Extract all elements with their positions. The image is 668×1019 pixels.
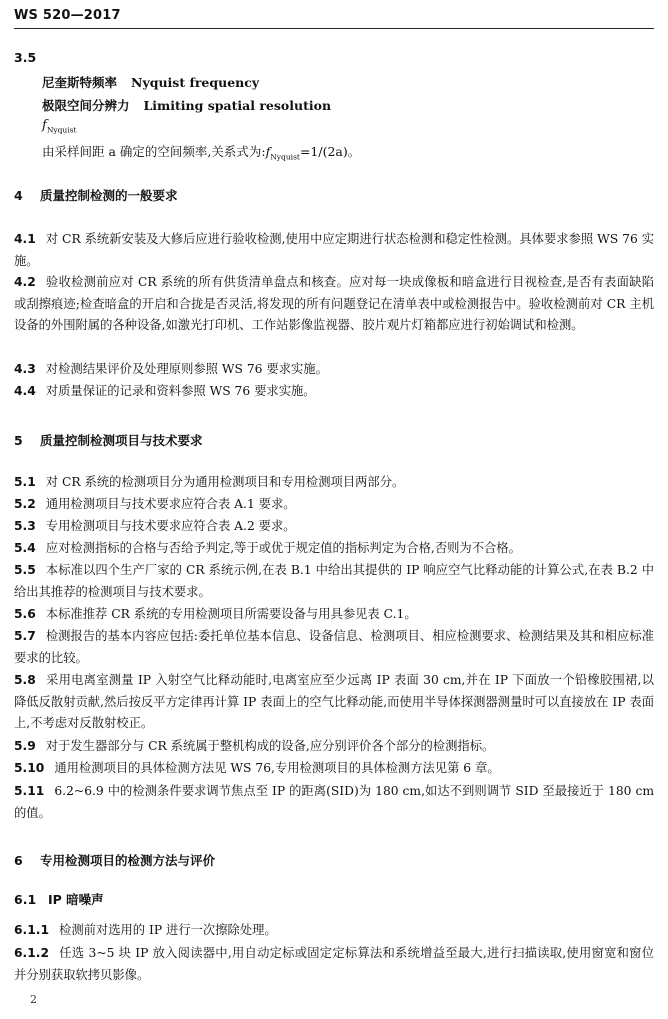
paragraph-4-4: 4.4 对质量保证的记录和资料参照 WS 76 要求实施。 <box>14 384 316 398</box>
paragraph-5-2: 5.2 通用检测项目与技术要求应符合表 A.1 要求。 <box>14 497 296 511</box>
term-en: Nyquist frequency <box>131 75 260 90</box>
paragraph-4-3: 4.3 对检测结果评价及处理原则参照 WS 76 要求实施。 <box>14 362 328 376</box>
header-rule <box>14 28 654 29</box>
section-5-heading: 5 质量控制检测项目与技术要求 <box>14 433 203 448</box>
term-cn: 尼奎斯特频率 <box>42 75 118 90</box>
paragraph-5-3: 5.3 专用检测项目与技术要求应符合表 A.2 要求。 <box>14 519 296 533</box>
paragraph-4-1: 4.1 对 CR 系统新安装及大修后应进行验收检测,使用中应定期进行状态检测和稳定性检测。具体要求参照 WS 76 实施。 <box>14 232 654 268</box>
paragraph-5-6: 5.6 本标准推荐 CR 系统的专用检测项目所需要设备与用具参见表 C.1。 <box>14 607 417 621</box>
term-cn: 极限空间分辨力 <box>42 98 130 113</box>
term-definition: 由采样间距 a 确定的空间频率,关系式为$:f_{Nyquist}=1/(2a)$。 <box>42 144 361 162</box>
section-6-1-heading: 6.1 IP 暗噪声 <box>14 892 104 907</box>
paragraph-5-5: 5.5 本标准以四个生产厂家的 CR 系统示例,在表 B.1 中给出其提供的 IP 响应空气比释动能的计算公式,在表 B.2 中给出其推荐的检测项目与技术要求。 <box>14 563 654 599</box>
paragraph-5-7: 5.7 检测报告的基本内容应包括:委托单位基本信息、设备信息、检测项目、相应检测要求、检测结果及其和相应标准要求的比较。 <box>14 629 654 665</box>
paragraph-5-9: 5.9 对于发生器部分与 CR 系统属于整机构成的设备,应分别评价各个部分的检测指标。 <box>14 739 495 753</box>
section-6-heading: 6 专用检测项目的检测方法与评价 <box>14 853 216 868</box>
standard-code-header: WS 520—2017 <box>14 8 121 23</box>
paragraph-5-10: 5.10 通用检测项目的具体检测方法见 WS 76,专用检测项目的具体检测方法见第 6 章。 <box>14 761 500 775</box>
paragraph-5-4: 5.4 应对检测指标的合格与否给予判定,等于或优于规定值的指标判定为合格,否则为不合格。 <box>14 541 521 555</box>
paragraph-5-11: 5.11 6.2~6.9 中的检测条件要求调节焦点至 IP 的距离(SID)为 180 cm,如达不到则调节 SID 至最接近于 180 cm 的值。 <box>14 784 654 820</box>
paragraph-6-1-2: 6.1.2 任选 3~5 块 IP 放入阅读器中,用自动定标或固定定标算法和系统增益至最大,进行扫描读取,使用窗宽和窗位并分别获取软拷贝影像。 <box>14 946 654 982</box>
term-nyquist-frequency <box>42 73 259 91</box>
paragraph-4-2: 4.2 验收检测前应对 CR 系统的所有供货清单盘点和核查。应对每一块成像板和暗盒进行目视检查,是否有表面缺陷或刮擦痕迹;检查暗盒的开启和合拢是否灵活,将发现的所有问题登记在清单表中或检测报告中。验收检测前对 CR 主机设备的外围附属的各种设备,如激光打印机、工作站影像监视器、胶片观片灯箱都应进行初始调试和检测。 <box>14 275 654 332</box>
paragraph-5-1: 5.1 对 CR 系统的检测项目分为通用检测项目和专用检测项目两部分。 <box>14 475 405 489</box>
paragraph-5-8: 5.8 采用电离室测量 IP 入射空气比释动能时,电离室应至少远离 IP 表面 30 cm,并在 IP 下面放一个铅橡胶围裙,以降低反散射贡献,然后按反平方定律再计算 IP 表面上的空气比释动能,而使用半导体探测器测量时可以直接放在 IP 表面上,不考虑对反散射校正。 <box>14 673 654 730</box>
term-en: Limiting spatial resolution <box>143 98 332 113</box>
term-symbol: $f_{Nyquist}$ <box>42 118 77 135</box>
section-4-heading: 4 质量控制检测的一般要求 <box>14 188 178 203</box>
paragraph-6-1-1: 6.1.1 检测前对选用的 IP 进行一次擦除处理。 <box>14 923 277 937</box>
page-number: 2 <box>30 993 37 1006</box>
term-limiting-spatial-resolution <box>42 96 331 114</box>
clause-3-5-number: 3.5 <box>14 50 37 65</box>
